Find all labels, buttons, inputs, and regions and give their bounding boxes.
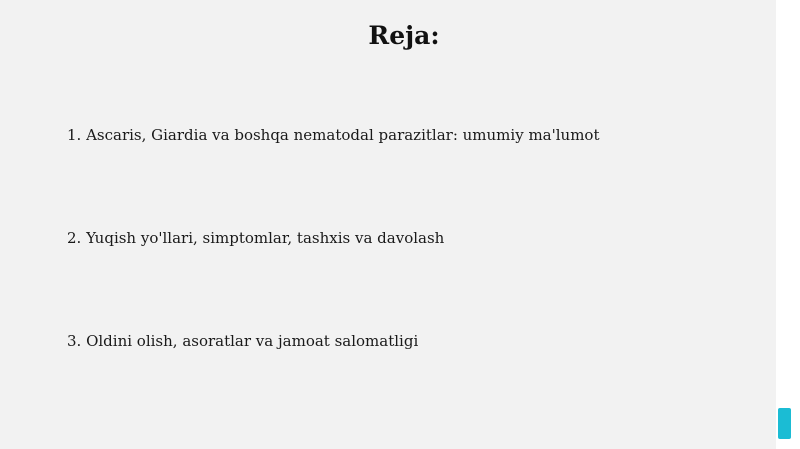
plan-item-3: 3. Oldini olish, asoratlar va jamoat salomatligi	[67, 332, 419, 350]
scrollbar-thumb[interactable]	[778, 408, 791, 439]
slide-title: Reja:	[368, 21, 440, 50]
plan-item-1: 1. Ascaris, Giardia va boshqa nematodal parazitlar: umumiy ma'lumot	[67, 126, 600, 144]
scrollbar-track[interactable]	[776, 0, 800, 449]
plan-item-2: 2. Yuqish yo'llari, simptomlar, tashxis va davolash	[67, 229, 445, 247]
